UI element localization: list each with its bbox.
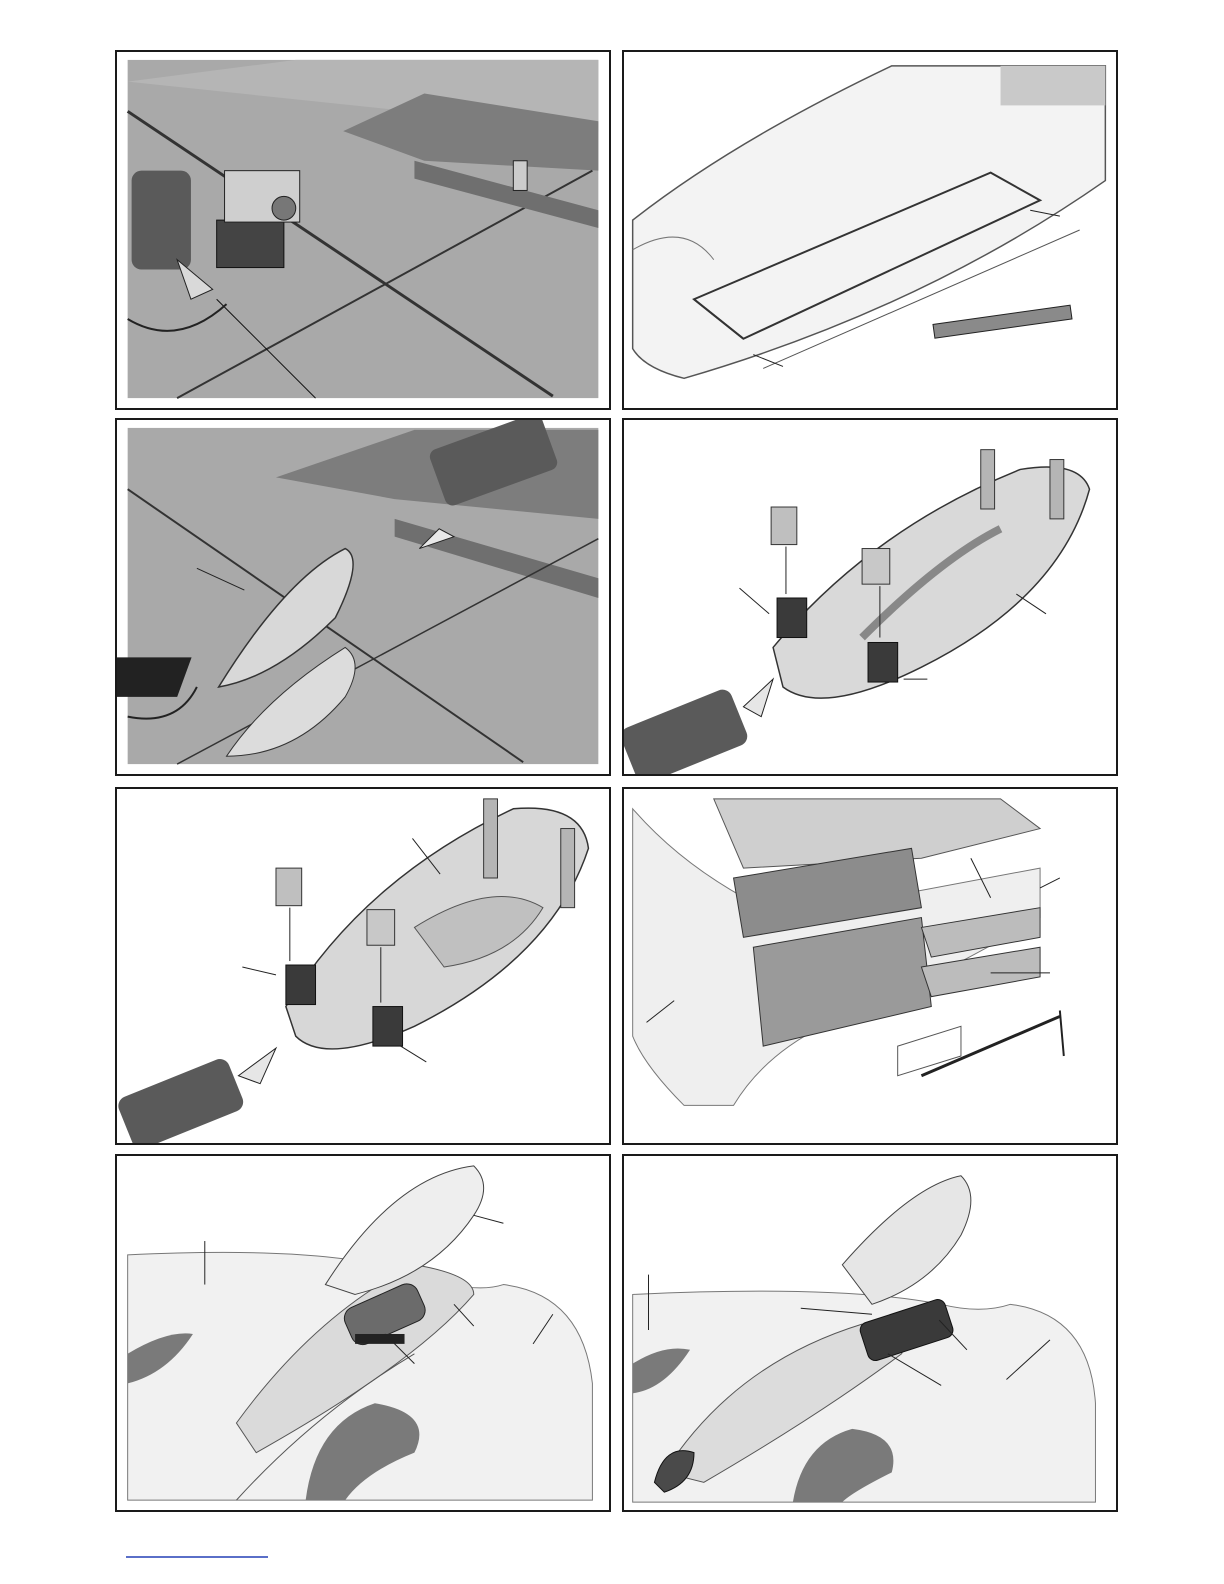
footer-link-underline[interactable] — [126, 1556, 268, 1558]
illustration-servo-install — [117, 52, 609, 408]
illustration-canopy-latch — [624, 420, 1116, 774]
figure-6-battery-tray — [622, 787, 1118, 1145]
figure-1-servo-install — [115, 50, 611, 410]
figure-4-canopy-latch — [622, 418, 1118, 776]
figure-5-hatch-latch — [115, 787, 611, 1145]
illustration-battery-bay — [117, 1156, 609, 1510]
illustration-battery-tray — [624, 789, 1116, 1143]
illustration-wing-hinge — [624, 52, 1116, 408]
figure-7-battery-bay — [115, 1154, 611, 1512]
illustration-servo-cover — [117, 420, 609, 774]
figure-8-battery-installed — [622, 1154, 1118, 1512]
figure-3-servo-cover — [115, 418, 611, 776]
illustration-battery-installed — [624, 1156, 1116, 1510]
figure-2-wing-hinge — [622, 50, 1118, 410]
illustration-hatch-latch — [117, 789, 609, 1143]
